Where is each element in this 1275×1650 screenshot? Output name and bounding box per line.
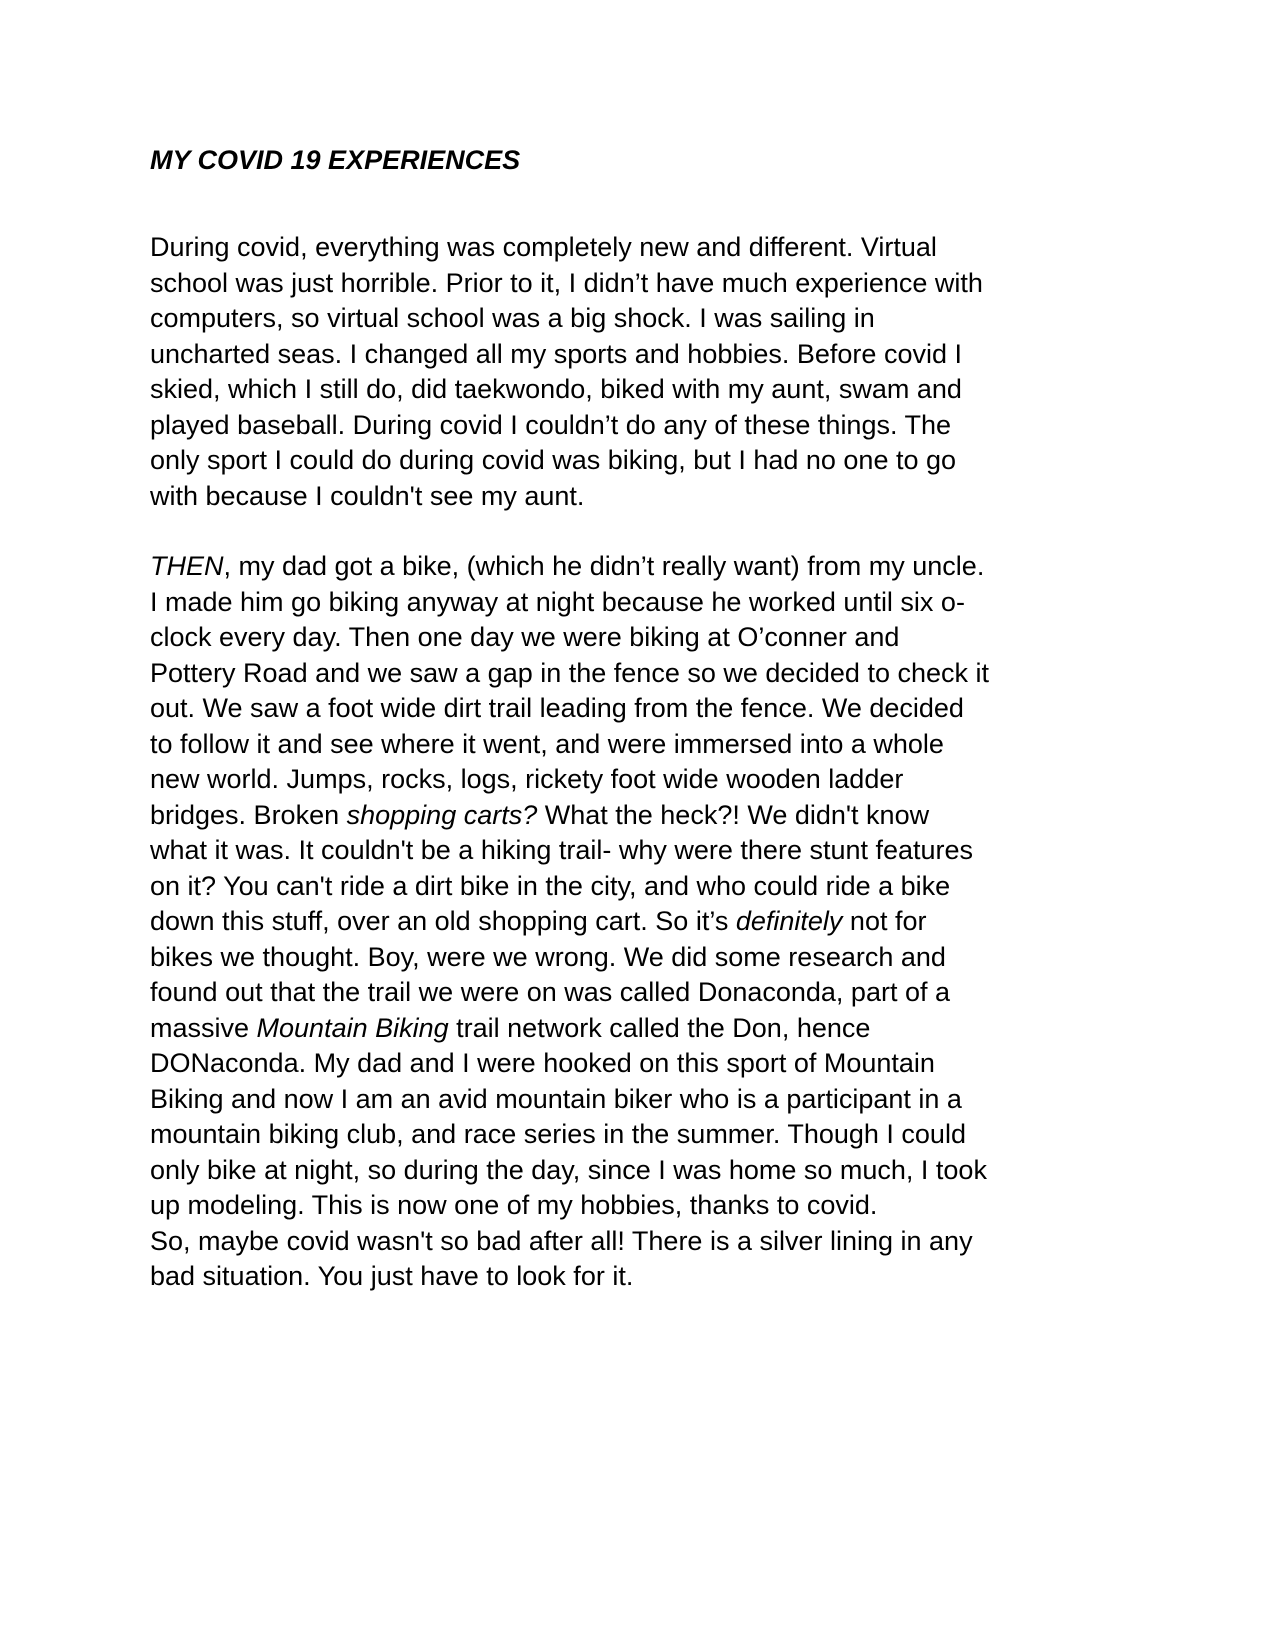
paragraph-2-line <box>150 904 1130 940</box>
paragraph-2-line <box>150 1011 1130 1047</box>
paragraph-2-line: up modeling. This is now one of my hobbies, thanks to covid. <box>150 1190 878 1220</box>
paragraph-2-line: So, maybe covid wasn't so bad after all! There is a silver lining in any <box>150 1225 973 1256</box>
emphasis-then: THEN <box>150 551 224 581</box>
paragraph-2-line: on it? You can't ride a dirt bike in the city, and who could ride a bike <box>150 870 951 901</box>
line-text: bridges. Broken <box>150 799 347 830</box>
paragraph-1-line: with because I couldn't see my aunt. <box>150 480 585 511</box>
paragraph-2-line: found out that the trail we were on was called Donaconda, part of a <box>150 977 950 1007</box>
paragraph-1-line: skied, which I still do, did taekwondo, biked with my aunt, swam and <box>150 374 962 404</box>
paragraph-1-line: computers, so virtual school was a big shock. I was sailing in <box>150 303 875 333</box>
line-text: , my dad got a bike, (which he didn’t really want) from my uncle. <box>223 551 985 581</box>
paragraph-2-line: Pottery Road and we saw a gap in the fence so we decided to check it <box>150 657 990 688</box>
document-body <box>150 142 1130 1295</box>
paragraph-2-line: only bike at night, so during the day, since I was home so much, I took <box>150 1154 987 1185</box>
emphasis-shopping-carts: shopping carts? <box>346 799 538 830</box>
paragraph-2-line: out. We saw a foot wide dirt trail leading from the fence. We decided <box>150 693 964 723</box>
paragraph-1-line: During covid, everything was completely new and different. Virtual <box>150 232 937 262</box>
paragraph-2-line: mountain biking club, and race series in the summer. Though I could <box>150 1119 966 1149</box>
paragraph-2-line: Biking and now I am an avid mountain biker who is a participant in a <box>150 1083 962 1114</box>
paragraph-1-line: only sport I could do during covid was biking, but I had no one to go <box>150 445 957 475</box>
paragraph-2-line <box>150 549 1130 585</box>
line-text: not for <box>842 906 927 936</box>
emphasis-mountain-biking: Mountain Biking <box>256 1012 449 1043</box>
paragraph-2-line: what it was. It couldn't be a hiking trail- why were there stunt features <box>150 835 974 865</box>
paragraph-2-line <box>150 798 1130 834</box>
paragraph-2-line: bad situation. You just have to look for it. <box>150 1261 634 1291</box>
paragraph-2-line: new world. Jumps, rocks, logs, rickety foot wide wooden ladder <box>150 764 904 794</box>
paragraph-2-line: DONaconda. My dad and I were hooked on this sport of Mountain <box>150 1048 935 1078</box>
paragraph-2-line: clock every day. Then one day we were biking at O’conner and <box>150 622 900 652</box>
line-text: down this stuff, over an old shopping cart. So it’s <box>150 906 736 936</box>
emphasis-definitely: definitely <box>735 906 843 936</box>
paragraph-2-line: I made him go biking anyway at night because he worked until six o- <box>150 586 965 617</box>
paragraph-2 <box>150 549 1130 1295</box>
paragraph-1-line: uncharted seas. I changed all my sports and hobbies. Before covid I <box>150 338 962 369</box>
paragraph-1-line: played baseball. During covid I couldn’t do any of these things. The <box>150 409 952 440</box>
document-title: MY COVID 19 EXPERIENCES <box>150 145 521 175</box>
paragraph-2-line: bikes we thought. Boy, were we wrong. We did some research and <box>150 941 946 972</box>
paragraph-2-line: to follow it and see where it went, and were immersed into a whole <box>150 728 944 759</box>
paragraph-1 <box>150 230 1130 514</box>
line-text: What the heck?! We didn't know <box>537 799 930 830</box>
line-text: trail network called the Don, hence <box>448 1012 871 1043</box>
line-text: massive <box>150 1012 257 1043</box>
paragraph-1-line: school was just horrible. Prior to it, I didn’t have much experience with <box>150 267 983 298</box>
